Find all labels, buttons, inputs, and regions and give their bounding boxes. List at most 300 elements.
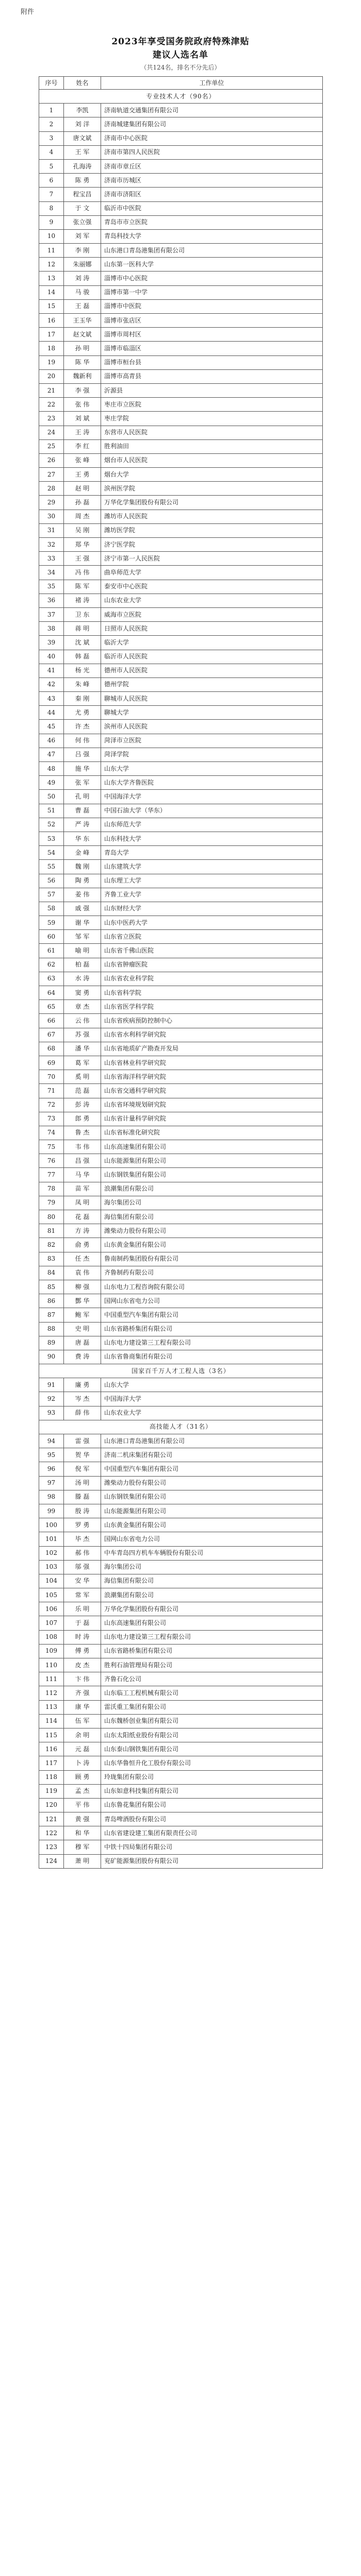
table-row (39, 145, 323, 159)
table-row (39, 1476, 323, 1490)
row-name: 沈 斌 (64, 636, 101, 650)
row-index: 77 (39, 1168, 64, 1182)
row-name: 鲁 杰 (64, 1126, 101, 1140)
row-index: 74 (39, 1126, 64, 1140)
row-org: 山东港口青岛港集团有限公司 (101, 1434, 323, 1448)
row-org: 齐鲁石化公司 (101, 1672, 323, 1686)
row-index: 112 (39, 1686, 64, 1700)
table-row (39, 972, 323, 986)
table-row (39, 1196, 323, 1210)
row-org: 山东能源集团有限公司 (101, 1504, 323, 1518)
row-org: 淄博市高青县 (101, 369, 323, 383)
row-index: 113 (39, 1700, 64, 1714)
table-row (39, 1448, 323, 1462)
row-name: 金 峰 (64, 846, 101, 860)
table-row (39, 1616, 323, 1630)
row-name: 马 骏 (64, 285, 101, 299)
row-org: 临沂市中医院 (101, 201, 323, 215)
row-name: 潘 华 (64, 1042, 101, 1056)
row-index: 39 (39, 636, 64, 650)
row-name: 华 东 (64, 832, 101, 845)
table-row (39, 1112, 323, 1126)
row-index: 104 (39, 1574, 64, 1588)
table-row (39, 1140, 323, 1154)
table-row (39, 734, 323, 748)
table-row (39, 902, 323, 916)
table-row (39, 636, 323, 650)
section-header-row (39, 1364, 323, 1378)
row-index: 35 (39, 580, 64, 594)
table-row (39, 1742, 323, 1756)
row-name: 张 伟 (64, 398, 101, 412)
table-row (39, 1014, 323, 1028)
table-row (39, 1000, 323, 1014)
row-name: 皮 杰 (64, 1658, 101, 1672)
row-index: 33 (39, 552, 64, 566)
table-row (39, 383, 323, 397)
row-org: 沂源县 (101, 383, 323, 397)
row-org: 威海市立医院 (101, 607, 323, 621)
row-org: 临沂大学 (101, 636, 323, 650)
row-name: 冯 伟 (64, 566, 101, 580)
row-org: 万华化学集团股份有限公司 (101, 1602, 323, 1616)
row-org: 青岛大学 (101, 846, 323, 860)
row-name: 姜 伟 (64, 888, 101, 902)
row-index: 102 (39, 1546, 64, 1560)
section-header-row (39, 1420, 323, 1434)
row-index: 27 (39, 468, 64, 482)
row-name: 俞 勇 (64, 1238, 101, 1252)
row-name: 李 强 (64, 383, 101, 397)
row-name: 滕 磊 (64, 1490, 101, 1504)
row-index: 58 (39, 902, 64, 916)
row-name: 王 涛 (64, 426, 101, 439)
row-org: 中国重型汽车集团有限公司 (101, 1462, 323, 1476)
row-index: 66 (39, 1014, 64, 1028)
row-org: 浪潮集团有限公司 (101, 1588, 323, 1602)
row-index: 103 (39, 1560, 64, 1574)
table-row (39, 328, 323, 342)
table-row (39, 1588, 323, 1602)
table-row (39, 566, 323, 580)
row-name: 郎 勇 (64, 1112, 101, 1126)
row-org: 山东电力工程咨询院有限公司 (101, 1280, 323, 1294)
row-name: 柏 磊 (64, 958, 101, 972)
row-org: 泰安市中心医院 (101, 580, 323, 594)
row-org: 潍柴动力股份有限公司 (101, 1224, 323, 1238)
row-org: 潍坊医学院 (101, 523, 323, 537)
section-title: 国家百千万人才工程人选（3名） (39, 1364, 323, 1378)
row-index: 7 (39, 188, 64, 201)
row-index: 13 (39, 272, 64, 285)
section-title: 高技能人才（31名） (39, 1420, 323, 1434)
row-index: 30 (39, 510, 64, 523)
row-name: 鲍 军 (64, 1308, 101, 1322)
row-name: 戚 强 (64, 902, 101, 916)
row-org: 枣庄学院 (101, 412, 323, 426)
row-name: 李凯 (64, 104, 101, 117)
row-org: 山东师范大学 (101, 818, 323, 832)
table-row (39, 832, 323, 845)
table-row (39, 1798, 323, 1812)
row-org: 山东省海洋科学研究院 (101, 1070, 323, 1084)
row-name: 殷 涛 (64, 1504, 101, 1518)
row-index: 49 (39, 776, 64, 790)
row-name: 汤 明 (64, 1476, 101, 1490)
row-index: 12 (39, 258, 64, 272)
table-row (39, 1728, 323, 1742)
table-row (39, 1042, 323, 1056)
table-row (39, 1392, 323, 1406)
table-row (39, 510, 323, 523)
table-row (39, 804, 323, 818)
row-org: 鲁南制药集团股份有限公司 (101, 1252, 323, 1266)
table-row (39, 426, 323, 439)
table-row (39, 453, 323, 467)
row-org: 山东省农业科学院 (101, 972, 323, 986)
row-name: 唐文斌 (64, 131, 101, 145)
row-name: 康 华 (64, 1700, 101, 1714)
row-index: 14 (39, 285, 64, 299)
row-org: 曲阜师范大学 (101, 566, 323, 580)
row-name: 倪 军 (64, 1462, 101, 1476)
row-org: 海信集团有限公司 (101, 1210, 323, 1224)
row-index: 100 (39, 1518, 64, 1532)
row-name: 柳 强 (64, 1280, 101, 1294)
row-name: 邹 军 (64, 930, 101, 944)
row-index: 70 (39, 1070, 64, 1084)
table-row (39, 342, 323, 355)
row-name: 卞 伟 (64, 1672, 101, 1686)
row-org: 淄博市临淄区 (101, 342, 323, 355)
row-name: 王 军 (64, 145, 101, 159)
table-row (39, 229, 323, 243)
row-index: 21 (39, 383, 64, 397)
table-row (39, 215, 323, 229)
row-name: 陶 勇 (64, 874, 101, 888)
row-index: 95 (39, 1448, 64, 1462)
table-row (39, 1602, 323, 1616)
row-name: 蒋 明 (64, 622, 101, 636)
row-name: 王 磊 (64, 299, 101, 313)
row-org: 齐鲁制药有限公司 (101, 1266, 323, 1280)
row-org: 国网山东省电力公司 (101, 1532, 323, 1546)
row-org: 济南市济阳区 (101, 188, 323, 201)
roster-body (39, 90, 323, 1869)
row-org: 中铁十四局集团有限公司 (101, 1840, 323, 1854)
row-index: 114 (39, 1714, 64, 1728)
row-index: 8 (39, 201, 64, 215)
row-index: 43 (39, 692, 64, 706)
row-org: 滨州市人民医院 (101, 720, 323, 734)
table-row (39, 398, 323, 412)
row-index: 60 (39, 930, 64, 944)
row-org: 雷沃重工集团有限公司 (101, 1700, 323, 1714)
page-subtitle: 建议人选名单 (153, 50, 208, 60)
row-name: 程宝昌 (64, 188, 101, 201)
row-org: 山东省水利科学研究院 (101, 1028, 323, 1042)
row-index: 38 (39, 622, 64, 636)
row-name: 郝 伟 (64, 1546, 101, 1560)
table-row (39, 1574, 323, 1588)
row-org: 山东电力建设第三工程有限公司 (101, 1630, 323, 1644)
table-row (39, 594, 323, 607)
row-index: 120 (39, 1798, 64, 1812)
row-org: 山东省肿瘤医院 (101, 958, 323, 972)
row-org: 山东省立医院 (101, 930, 323, 944)
row-name: 张 军 (64, 776, 101, 790)
row-name: 奚 明 (64, 1070, 101, 1084)
table-row (39, 272, 323, 285)
row-name: 张 峰 (64, 453, 101, 467)
row-index: 62 (39, 958, 64, 972)
row-index: 31 (39, 523, 64, 537)
table-row (39, 201, 323, 215)
row-name: 任 杰 (64, 1252, 101, 1266)
row-org: 山东建筑大学 (101, 860, 323, 874)
row-org: 山东大学齐鲁医院 (101, 776, 323, 790)
row-org: 山东钢铁集团有限公司 (101, 1490, 323, 1504)
row-index: 52 (39, 818, 64, 832)
row-index: 89 (39, 1336, 64, 1350)
row-org: 山东农业大学 (101, 1406, 323, 1420)
row-name: 于 磊 (64, 1616, 101, 1630)
table-row (39, 1308, 323, 1322)
row-name: 吕 强 (64, 748, 101, 761)
row-index: 72 (39, 1098, 64, 1112)
row-org: 济南轨道交通集团有限公司 (101, 104, 323, 117)
row-name: 毕 杰 (64, 1532, 101, 1546)
row-name: 雷 强 (64, 1434, 101, 1448)
row-name: 章 杰 (64, 1000, 101, 1014)
row-name: 韦 伟 (64, 1140, 101, 1154)
row-name: 伍 军 (64, 1714, 101, 1728)
row-index: 32 (39, 538, 64, 552)
row-org: 山东省科学院 (101, 986, 323, 1000)
row-index: 106 (39, 1602, 64, 1616)
row-index: 71 (39, 1084, 64, 1098)
row-index: 96 (39, 1462, 64, 1476)
row-name: 余 明 (64, 1728, 101, 1742)
row-org: 聊城市人民医院 (101, 692, 323, 706)
row-org: 山东省建设建工集团有限责任公司 (101, 1826, 323, 1840)
row-index: 9 (39, 215, 64, 229)
row-index: 73 (39, 1112, 64, 1126)
row-name: 赵文斌 (64, 328, 101, 342)
row-index: 68 (39, 1042, 64, 1056)
row-name: 王玉华 (64, 314, 101, 328)
row-name: 云 伟 (64, 1014, 101, 1028)
row-org: 枣庄市立医院 (101, 398, 323, 412)
row-org: 烟台市人民医院 (101, 453, 323, 467)
table-row (39, 258, 323, 272)
table-row (39, 874, 323, 888)
row-name: 常 军 (64, 1588, 101, 1602)
table-row (39, 1658, 323, 1672)
row-org: 山东黄金集团有限公司 (101, 1238, 323, 1252)
row-index: 110 (39, 1658, 64, 1672)
row-name: 杨 光 (64, 664, 101, 677)
row-org: 山东大学 (101, 762, 323, 776)
row-name: 顾 勇 (64, 1770, 101, 1784)
row-org: 山东泰山钢铁集团有限公司 (101, 1742, 323, 1756)
row-index: 6 (39, 174, 64, 188)
table-row (39, 174, 323, 188)
table-row (39, 1770, 323, 1784)
row-name: 褚 涛 (64, 594, 101, 607)
row-name: 卫 东 (64, 607, 101, 621)
table-row (39, 369, 323, 383)
row-index: 55 (39, 860, 64, 874)
row-org: 山东科技大学 (101, 832, 323, 845)
row-name: 周 杰 (64, 510, 101, 523)
row-org: 青岛科技大学 (101, 229, 323, 243)
header-name: 姓名 (64, 77, 101, 90)
row-org: 济南市历城区 (101, 174, 323, 188)
row-org: 菏泽市立医院 (101, 734, 323, 748)
row-index: 111 (39, 1672, 64, 1686)
row-name: 穆 军 (64, 1840, 101, 1854)
row-index: 18 (39, 342, 64, 355)
row-index: 16 (39, 314, 64, 328)
row-name: 袁 伟 (64, 1266, 101, 1280)
row-org: 国网山东省电力公司 (101, 1294, 323, 1308)
row-index: 44 (39, 706, 64, 720)
table-row (39, 622, 323, 636)
row-name: 谢 华 (64, 916, 101, 930)
row-org: 玲珑集团有限公司 (101, 1770, 323, 1784)
row-index: 34 (39, 566, 64, 580)
row-org: 中国重型汽车集团有限公司 (101, 1308, 323, 1322)
table-row (39, 720, 323, 734)
row-name: 安 华 (64, 1574, 101, 1588)
row-name: 花 磊 (64, 1210, 101, 1224)
table-row (39, 1154, 323, 1168)
row-org: 山东省路桥集团有限公司 (101, 1644, 323, 1658)
row-name: 罗 勇 (64, 1518, 101, 1532)
table-header-row (39, 77, 323, 90)
table-row (39, 1098, 323, 1112)
row-org: 聊城大学 (101, 706, 323, 720)
table-row (39, 1504, 323, 1518)
table-row (39, 1126, 323, 1140)
row-name: 孙 磊 (64, 496, 101, 510)
row-org: 济南二机床集团有限公司 (101, 1448, 323, 1462)
table-row (39, 930, 323, 944)
table-row (39, 299, 323, 313)
row-org: 淄博市中心医院 (101, 272, 323, 285)
row-org: 德州市人民医院 (101, 664, 323, 677)
row-org: 山东理工大学 (101, 874, 323, 888)
row-name: 葛 军 (64, 1056, 101, 1070)
row-name: 施 华 (64, 762, 101, 776)
table-row (39, 1182, 323, 1196)
row-index: 107 (39, 1616, 64, 1630)
row-index: 26 (39, 453, 64, 467)
table-row (39, 1070, 323, 1084)
row-index: 22 (39, 398, 64, 412)
row-index: 122 (39, 1826, 64, 1840)
table-row (39, 1854, 323, 1868)
row-org: 中车青岛四方机车车辆股份有限公司 (101, 1546, 323, 1560)
row-org: 菏泽学院 (101, 748, 323, 761)
row-index: 116 (39, 1742, 64, 1756)
row-index: 76 (39, 1154, 64, 1168)
table-row (39, 482, 323, 496)
row-index: 23 (39, 412, 64, 426)
table-row (39, 244, 323, 258)
row-org: 海尔集团公司 (101, 1560, 323, 1574)
roster-table (39, 76, 323, 1869)
row-name: 曹 磊 (64, 804, 101, 818)
table-row (39, 1224, 323, 1238)
row-index: 3 (39, 131, 64, 145)
row-name: 孔海涛 (64, 159, 101, 173)
table-row (39, 818, 323, 832)
row-index: 29 (39, 496, 64, 510)
row-name: 魏 刚 (64, 860, 101, 874)
table-row (39, 285, 323, 299)
row-name: 卜 涛 (64, 1756, 101, 1770)
row-name: 王 勇 (64, 468, 101, 482)
row-index: 48 (39, 762, 64, 776)
row-index: 56 (39, 874, 64, 888)
row-name: 李 红 (64, 439, 101, 453)
table-row (39, 1532, 323, 1546)
row-org: 淄博市桓台县 (101, 355, 323, 369)
table-row (39, 355, 323, 369)
row-index: 50 (39, 790, 64, 804)
row-org: 海尔集团公司 (101, 1196, 323, 1210)
row-index: 75 (39, 1140, 64, 1154)
row-name: 郑 华 (64, 538, 101, 552)
row-name: 孟 杰 (64, 1784, 101, 1798)
row-org: 青岛啤酒股份有限公司 (101, 1812, 323, 1826)
row-index: 84 (39, 1266, 64, 1280)
table-row (39, 748, 323, 761)
row-org: 山东省千佛山医院 (101, 944, 323, 958)
row-index: 88 (39, 1322, 64, 1336)
row-name: 萧 明 (64, 1854, 101, 1868)
row-name: 和 华 (64, 1826, 101, 1840)
row-name: 水 涛 (64, 972, 101, 986)
row-org: 中国海洋大学 (101, 790, 323, 804)
row-index: 79 (39, 1196, 64, 1210)
row-org: 海信集团有限公司 (101, 1574, 323, 1588)
table-row (39, 1462, 323, 1476)
row-org: 齐鲁工业大学 (101, 888, 323, 902)
row-name: 陈 华 (64, 355, 101, 369)
row-index: 124 (39, 1854, 64, 1868)
row-name: 于 文 (64, 201, 101, 215)
row-org: 山东钢铁集团有限公司 (101, 1168, 323, 1182)
row-name: 刘 军 (64, 229, 101, 243)
row-org: 山东中医药大学 (101, 916, 323, 930)
row-name: 赵 明 (64, 482, 101, 496)
row-name: 元 磊 (64, 1742, 101, 1756)
table-row (39, 1644, 323, 1658)
row-index: 91 (39, 1378, 64, 1392)
table-row (39, 1266, 323, 1280)
row-org: 山东省疾病预防控制中心 (101, 1014, 323, 1028)
table-row (39, 468, 323, 482)
row-org: 山东大学 (101, 1378, 323, 1392)
row-index: 82 (39, 1238, 64, 1252)
table-row (39, 650, 323, 664)
table-row (39, 1714, 323, 1728)
section-header-row (39, 90, 323, 104)
row-org: 山东省医学科学院 (101, 1000, 323, 1014)
